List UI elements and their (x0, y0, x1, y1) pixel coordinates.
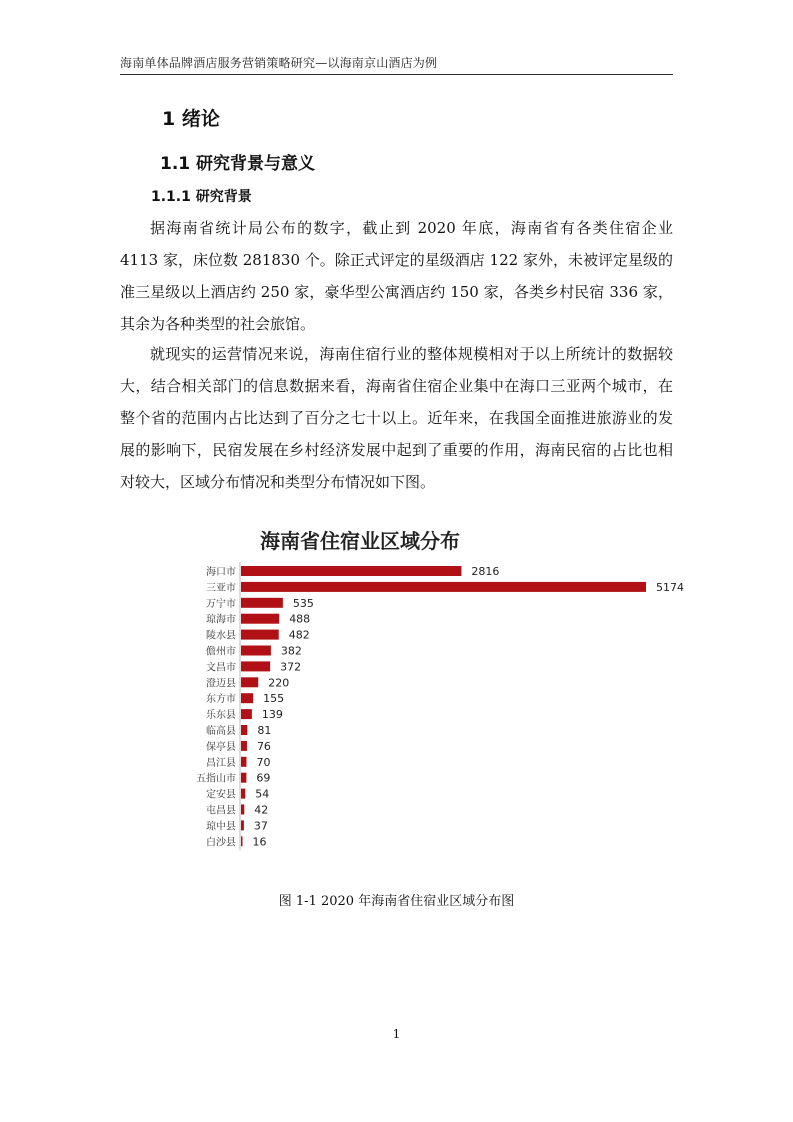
bar (241, 741, 247, 751)
header-divider (120, 74, 673, 75)
running-header: 海南单体品牌酒店服务营销策略研究—以海南京山酒店为例 (120, 56, 438, 70)
data-label: 155 (263, 692, 285, 706)
body-paragraph-1: 据海南省统计局公布的数字，截止到 2020 年底，海南省有各类住宿企业 4113 家，床位数 281830 个。除正式评定的星级酒店 122 家外，未被评定星级的准三星级以上酒店约 250 家，豪华型公寓酒店约 150 家，各类乡村民宿 336 家，其余为各种类型的社会旅馆。 (120, 219, 673, 333)
bar (241, 614, 279, 624)
category-label: 海口市 (206, 567, 236, 578)
data-label: 16 (252, 835, 267, 849)
category-label: 三亚市 (206, 582, 236, 594)
chart-title: 海南省住宿业区域分布 (260, 529, 460, 553)
data-label: 70 (256, 755, 271, 769)
body-paragraph-2: 就现实的运营情况来说，海南住宿行业的整体规模相对于以上所统计的数据较大，结合相关部门的信息数据来看，海南省住宿企业集中在海口三亚两个城市，在整个省的范围内占比达到了百分之七十以上。近年来，在我国全面推进旅游业的发展的影响下，民宿发展在乡村经济发展中起到了重要的作用，海南民宿的占比也相对较大，区域分布情况和类型分布情况如下图。 (120, 345, 673, 491)
data-label: 382 (280, 644, 302, 658)
region-distribution-chart (180, 520, 700, 860)
subsection-heading: 1.1.1 研究背景 (151, 189, 252, 205)
category-label: 文昌市 (206, 662, 236, 674)
category-label: 昌江县 (206, 757, 236, 769)
bar (241, 805, 244, 815)
bar (241, 709, 252, 719)
bar (241, 789, 245, 799)
category-label: 屯昌县 (206, 805, 236, 817)
bar (241, 566, 461, 576)
bar (241, 725, 247, 735)
data-label: 139 (261, 708, 283, 722)
bar (241, 677, 258, 687)
data-label: 535 (292, 596, 314, 610)
bar (241, 757, 246, 767)
bar (241, 773, 246, 783)
category-label: 万宁市 (206, 598, 236, 610)
category-label: 儋州市 (206, 646, 236, 658)
bar (241, 836, 243, 846)
data-label: 5174 (656, 580, 684, 594)
category-label: 澄迈县 (206, 678, 236, 690)
category-label: 保亭县 (206, 741, 236, 753)
data-label: 42 (254, 803, 269, 817)
page-number: 1 (392, 1027, 401, 1041)
data-label: 372 (280, 660, 302, 674)
bar (241, 646, 271, 656)
chapter-heading: 1 绪论 (162, 108, 220, 130)
category-label: 五指山市 (196, 773, 236, 785)
data-label: 220 (268, 676, 290, 690)
category-label: 琼海市 (206, 614, 236, 626)
category-label: 白沙县 (206, 837, 236, 849)
data-label: 54 (255, 787, 270, 801)
bar (241, 820, 244, 830)
category-label: 陵水县 (206, 630, 236, 642)
figure-caption: 图 1-1 2020 年海南省住宿业区域分布图 (278, 894, 515, 909)
category-label: 琼中县 (206, 821, 236, 833)
bar (241, 598, 283, 608)
category-label: 东方市 (206, 694, 236, 706)
data-label: 81 (257, 724, 272, 737)
data-label: 488 (289, 612, 311, 626)
data-label: 482 (288, 628, 310, 642)
bar (241, 630, 279, 640)
data-label: 2816 (471, 565, 500, 578)
section-heading: 1.1 研究背景与意义 (160, 154, 316, 174)
bar (241, 661, 270, 671)
data-label: 69 (256, 771, 271, 785)
category-label: 乐东县 (206, 710, 236, 722)
data-label: 37 (253, 819, 268, 833)
data-label: 76 (256, 739, 271, 753)
category-label: 定安县 (206, 789, 236, 801)
bar (241, 693, 253, 703)
bar (241, 582, 646, 592)
category-label: 临高县 (206, 726, 236, 737)
